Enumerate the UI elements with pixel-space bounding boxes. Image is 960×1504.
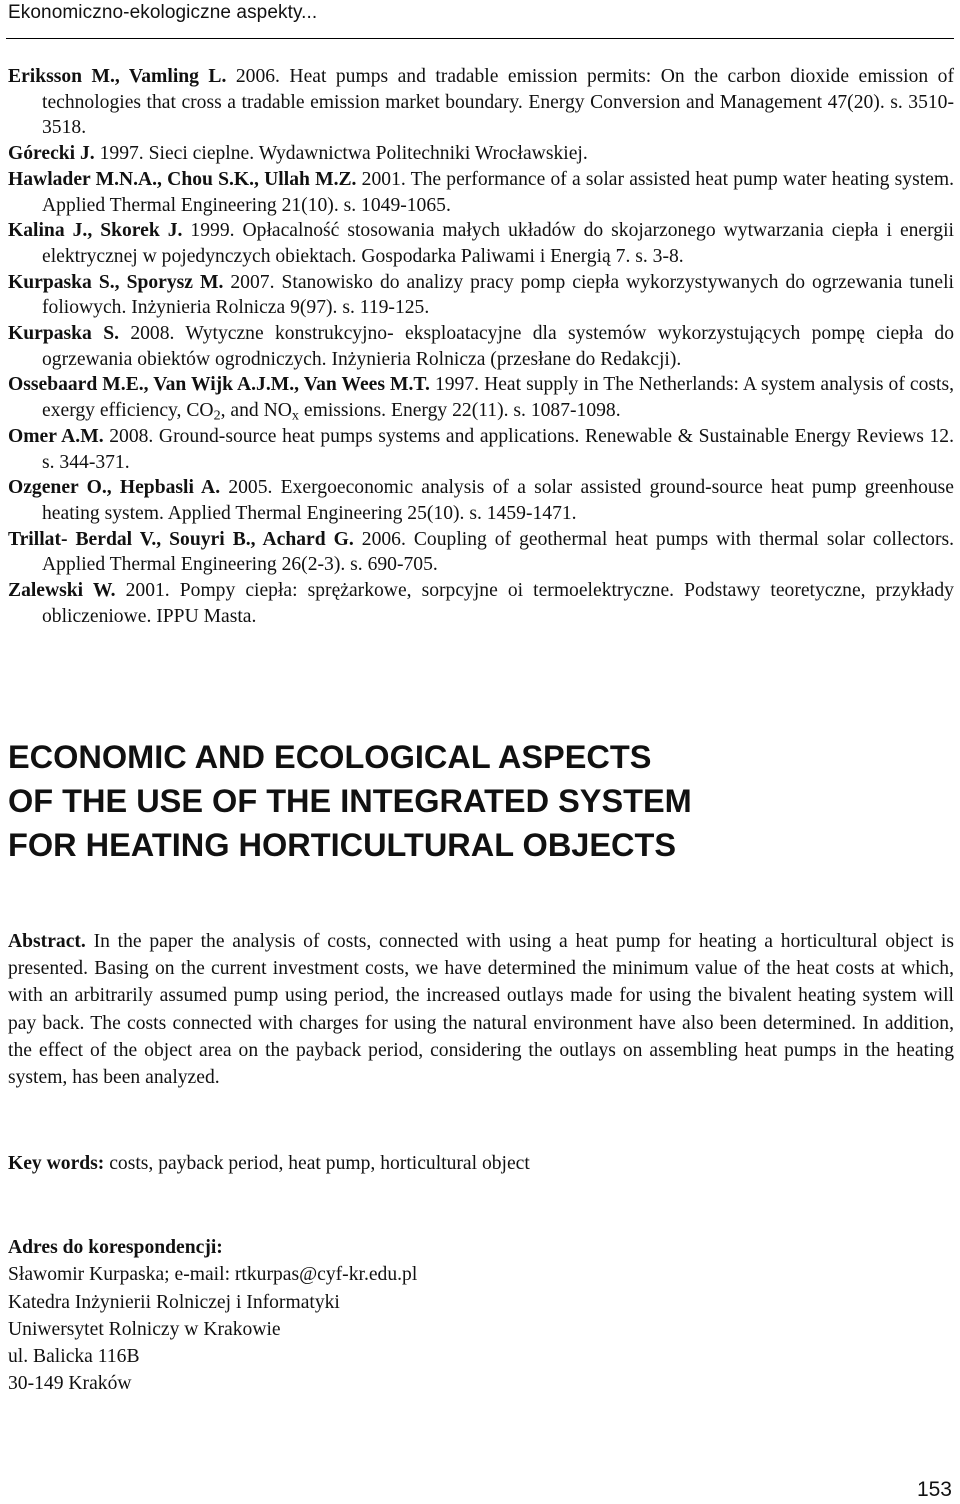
reference-item <box>8 372 954 423</box>
reference-authors: Hawlader M.N.A., Chou S.K., Ullah M.Z. <box>8 168 357 190</box>
reference-item <box>8 578 954 629</box>
reference-authors: Omer A.M. <box>8 425 104 447</box>
reference-authors: Ozgener O., Hepbasli A. <box>8 477 221 499</box>
reference-text: 1997. Sieci cieplne. Wydawnictwa Politechniki Wrocławskiej. <box>94 143 588 165</box>
reference-text: 2006. Coupling of geothermal heat pumps with thermal solar collectors. Applied Thermal Engineering 26(2-3). s. 690-705. <box>42 528 954 576</box>
reference-text: 2007. Stanowisko do analizy pracy pomp ciepła wykorzystywanych do ogrzewania tuneli foliowych. Inżynieria Rolnicza 9(97). s. 119-125. <box>42 271 954 319</box>
keywords-label: Key words: <box>8 1153 105 1174</box>
running-header <box>6 0 954 39</box>
reference-text: , and NO <box>220 400 292 422</box>
abstract-label: Abstract. <box>8 931 86 952</box>
running-title: Ekonomiczno-ekologiczne aspekty... <box>8 2 318 23</box>
abstract <box>8 928 954 1091</box>
english-title <box>8 735 954 867</box>
reference-authors: Kalina J., Skorek J. <box>8 220 183 242</box>
subscript: 2 <box>213 407 221 424</box>
references-list <box>8 64 954 629</box>
reference-item <box>8 218 954 269</box>
title-line: ECONOMIC AND ECOLOGICAL ASPECTS <box>8 739 652 775</box>
reference-text: 2005. Exergoeconomic analysis of a solar assisted ground-source heat pump greenhouse heating system. Applied Thermal Engineering 25(10). s. 1459-1471. <box>42 477 954 524</box>
reference-item <box>8 475 954 526</box>
keywords <box>8 1150 954 1177</box>
reference-text: 1997. Heat supply in The Netherlands: A system analysis of costs, exergy efficiency, CO <box>42 374 954 422</box>
reference-text: 2006. Heat pumps and tradable emission permits: On the carbon dioxide emission of technologies that cross a tradable emission market boundary. Energy Conversion and Management 47(20). s. 3510-3518. <box>42 66 954 139</box>
reference-item <box>8 64 954 141</box>
reference-authors: Zalewski W. <box>8 580 116 602</box>
page-number: 153 <box>916 1478 952 1501</box>
reference-text: 2008. Wytyczne konstrukcyjno- eksploatacyjne dla systemów wykorzystujących pompę ciepła do ogrzewania obiektów ogrodniczych. Inżynieria Rolnicza (przesłane do Redakcji). <box>42 323 955 370</box>
reference-item <box>8 424 954 475</box>
address-label: Adres do korespondencji: <box>8 1237 223 1258</box>
address-line: Katedra Inżynierii Rolniczej i Informatyki <box>8 1291 340 1313</box>
reference-authors: Ossebaard M.E., Van Wijk A.J.M., Van Wees M.T. <box>8 374 430 396</box>
reference-text: 2001. Pompy ciepła: sprężarkowe, sorpcyjne oi termoelektryczne. Podstawy teoretyczne, przykłady obliczeniowe. IPPU Masta. <box>42 580 954 627</box>
reference-authors: Kurpaska S. <box>8 323 119 345</box>
keywords-text: costs, payback period, heat pump, horticultural object <box>104 1153 530 1174</box>
title-line: OF THE USE OF THE INTEGRATED SYSTEM <box>8 783 692 819</box>
reference-text: 1999. Opłacalność stosowania małych układów do skojarzonego wytwarzania ciepła i energii elektrycznej w pojedynczych obiektach. Gospodarka Paliwami i Energią 7. s. 3-8. <box>42 220 954 267</box>
reference-text: 2008. Ground-source heat pumps systems and applications. Renewable & Sustainable Energy Reviews 12. s. 344-371. <box>42 425 954 473</box>
subscript: x <box>291 407 299 424</box>
reference-item <box>8 527 954 578</box>
reference-authors: Górecki J. <box>8 143 95 165</box>
reference-authors: Kurpaska S., Sporysz M. <box>8 271 224 293</box>
address-line: 30-149 Kraków <box>8 1373 132 1395</box>
reference-item <box>8 141 954 167</box>
abstract-text: In the paper the analysis of costs, connected with using a heat pump for heating a horticultural object is presented. Basing on the current investment costs, we have determined the minimum value of the heat costs at which, with an arbitrarily assumed pump using period, the increased outlays made for using the bivalent heating system will pay back. The costs connected with charges for using the natural environment have also been determined. In addition, the effect of the object area on the payback period, considering the outlays on assembling heat pumps in the heating system, has been analyzed. <box>8 931 954 1089</box>
address-line: Sławomir Kurpaska; e-mail: rtkurpas@cyf-kr.edu.pl <box>8 1264 418 1286</box>
title-line: FOR HEATING HORTICULTURAL OBJECTS <box>8 827 677 863</box>
reference-authors: Eriksson M., Vamling L. <box>8 66 227 87</box>
reference-item <box>8 270 954 321</box>
reference-authors: Trillat- Berdal V., Souyri B., Achard G. <box>8 528 354 550</box>
address-line: ul. Balicka 116B <box>8 1346 140 1368</box>
reference-text: 2001. The performance of a solar assisted heat pump water heating system. Applied Thermal Engineering 21(10). s. 1049-1065. <box>42 168 954 216</box>
correspondence-address <box>8 1234 954 1398</box>
reference-text: emissions. Energy 22(11). s. 1087-1098. <box>298 400 621 422</box>
reference-item <box>8 167 954 218</box>
address-line: Uniwersytet Rolniczy w Krakowie <box>8 1318 281 1340</box>
reference-item <box>8 321 954 372</box>
